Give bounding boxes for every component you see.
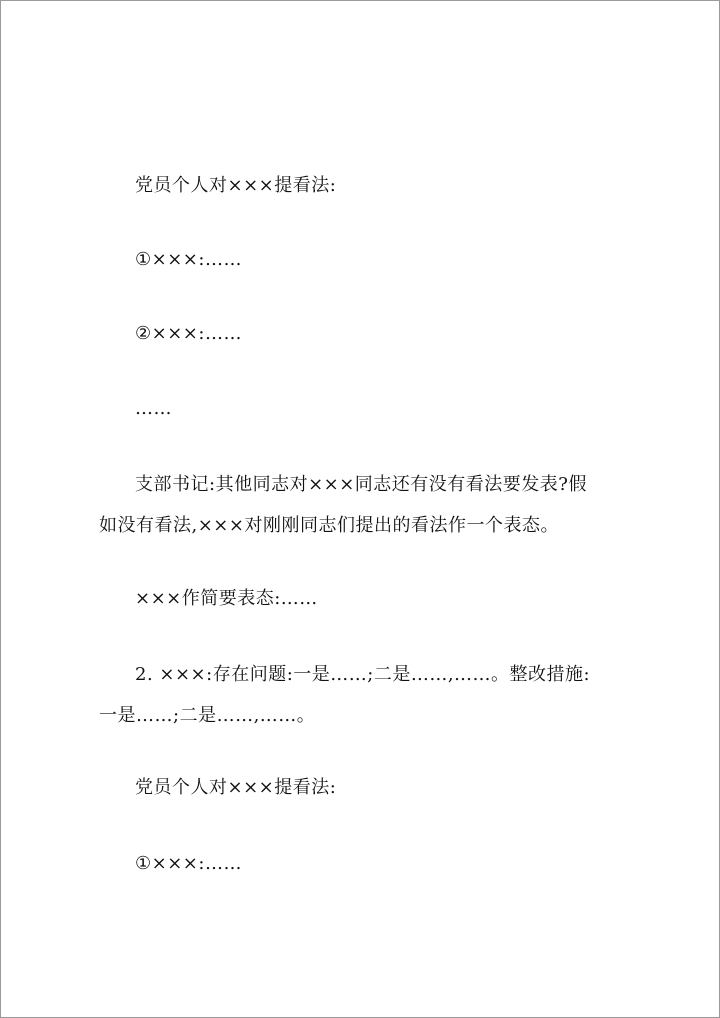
paragraph-item-2: ②×××:……	[135, 323, 242, 344]
paragraph-item-1: ①×××:……	[135, 249, 242, 270]
paragraph-section-2-line-1: 2. ×××:存在问题:一是……;二是……,……。整改措施:	[135, 664, 591, 685]
paragraph-ellipsis: ……	[135, 398, 172, 419]
paragraph-brief-statement: ×××作简要表态:……	[135, 588, 318, 609]
paragraph-party-member-opinions-heading-2: 党员个人对×××提看法:	[135, 777, 337, 798]
paragraph-party-member-opinions-heading: 党员个人对×××提看法:	[135, 175, 337, 196]
paragraph-secretary-line-2: 如没有看法,×××对刚刚同志们提出的看法作一个表态。	[99, 515, 559, 536]
paragraph-secretary-line-1: 支部书记:其他同志对×××同志还有没有看法要发表?假	[135, 474, 587, 495]
paragraph-section-2-line-2: 一是……;二是……,……。	[99, 705, 316, 726]
paragraph-item-1-repeat: ①×××:……	[135, 853, 242, 874]
